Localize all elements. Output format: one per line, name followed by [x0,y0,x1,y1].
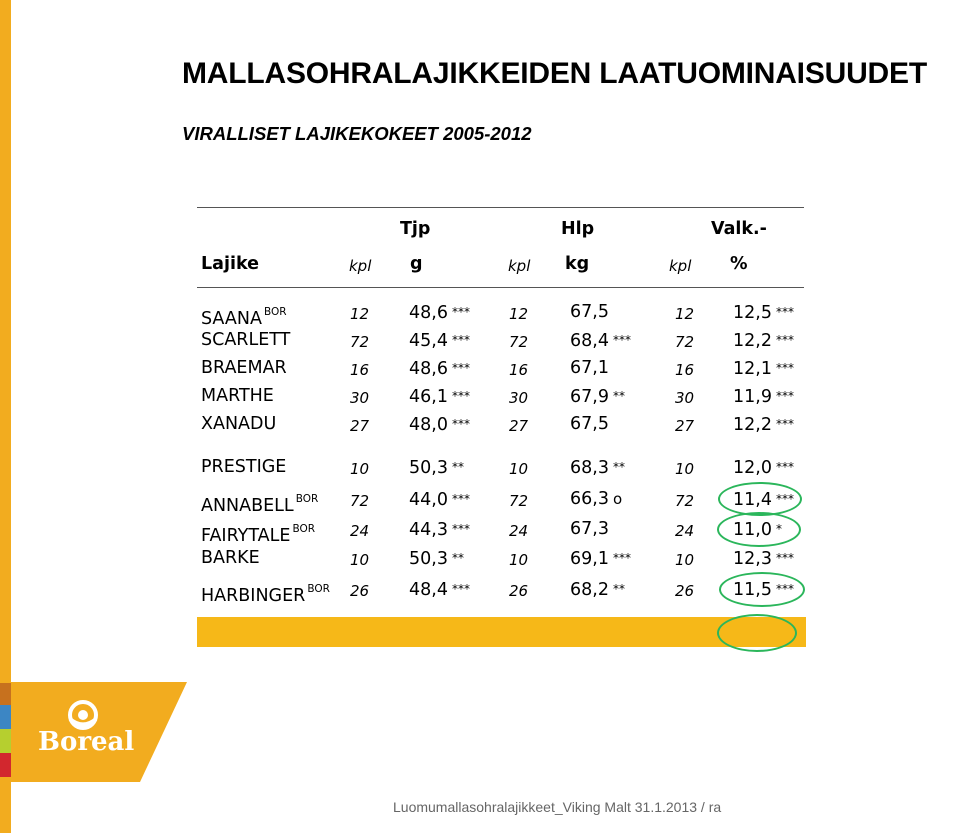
boreal-logo [0,682,190,782]
header-valk: Valk.- [711,219,767,239]
significance-marker: o [612,490,623,508]
count-valk: 16 [675,361,695,379]
value-tjp [409,302,470,323]
value-valk [733,302,794,323]
value-text: 12,3 [733,549,772,569]
count-valk: 10 [675,551,695,569]
significance-marker: *** [775,333,794,347]
value-text: 48,6 [409,359,448,379]
variety-name-text: XANADU [201,414,277,434]
value-text: 12,5 [733,303,772,323]
significance-marker: *** [451,492,470,506]
significance-marker: *** [451,582,470,596]
bor-marker: BOR [263,306,287,318]
value-text: 45,4 [409,331,448,351]
count-hlp: 30 [509,389,529,407]
variety-name-text: ANNABELL [201,496,294,516]
significance-marker: ** [612,460,625,474]
value-text: 67,9 [570,387,609,407]
variety-name [201,358,287,378]
value-text: 67,3 [570,519,609,539]
count-tjp: 24 [350,522,370,540]
value-text: 48,0 [409,415,448,435]
count-tjp: 72 [350,492,370,510]
count-hlp: 26 [509,582,529,600]
count-tjp: 10 [350,460,370,478]
value-hlp [570,358,609,378]
value-text: 11,5 [733,580,772,600]
value-text: 12,2 [733,415,772,435]
variety-name [201,457,286,477]
value-text: 67,5 [570,414,609,434]
value-valk [733,457,794,478]
value-text: 68,3 [570,458,609,478]
value-tjp [409,386,470,407]
value-text: 50,3 [409,549,448,569]
count-hlp: 24 [509,522,529,540]
highlight-circle-fairytale [717,512,801,547]
variety-name [201,519,315,546]
count-valk: 10 [675,460,695,478]
value-tjp [409,519,470,540]
page-subtitle: VIRALLISET LAJIKEKOKEET 2005-2012 [182,123,532,144]
count-hlp: 16 [509,361,529,379]
significance-marker: *** [451,522,470,536]
value-text: 48,6 [409,303,448,323]
variety-name [201,489,318,516]
variety-name [201,579,330,606]
count-valk: 72 [675,492,695,510]
value-text: 44,0 [409,490,448,510]
value-valk [733,330,794,351]
value-valk [733,358,794,379]
significance-marker: ** [451,460,464,474]
significance-marker: *** [612,333,631,347]
logo-text: Boreal [38,727,135,757]
value-text: 68,4 [570,331,609,351]
variety-name-text: HARBINGER [201,586,306,606]
count-tjp: 26 [350,582,370,600]
header-tjp: Tjp [400,219,431,239]
header-lajike: Lajike [201,254,259,274]
significance-marker: *** [451,305,470,319]
value-hlp [570,457,625,478]
value-tjp [409,489,470,510]
value-text: 67,5 [570,302,609,322]
value-text: 12,2 [733,331,772,351]
value-text: 44,3 [409,520,448,540]
count-hlp: 10 [509,460,529,478]
count-hlp: 12 [509,305,529,323]
count-valk: 72 [675,333,695,351]
value-hlp [570,548,631,569]
significance-marker: *** [775,460,794,474]
significance-marker: ** [451,551,464,565]
count-tjp: 72 [350,333,370,351]
value-hlp [570,386,625,407]
value-text: 11,9 [733,387,772,407]
variety-name [201,302,287,329]
value-tjp [409,414,470,435]
significance-marker: *** [775,389,794,403]
value-text: 12,0 [733,458,772,478]
value-hlp [570,579,625,600]
value-tjp [409,330,470,351]
count-tjp: 16 [350,361,370,379]
header-kg: kg [565,254,590,274]
count-tjp: 30 [350,389,370,407]
bor-marker: BOR [292,523,316,535]
count-tjp: 12 [350,305,370,323]
value-hlp [570,489,622,509]
significance-marker: * [775,522,782,536]
significance-marker: *** [775,492,794,506]
value-text: 46,1 [409,387,448,407]
highlight-circle-tipple [717,614,797,652]
significance-marker: ** [612,582,625,596]
value-hlp [570,414,609,434]
value-tjp [409,457,464,478]
value-text: 48,4 [409,580,448,600]
value-tjp [409,548,464,569]
count-valk: 24 [675,522,695,540]
value-text: 68,2 [570,580,609,600]
header-kpl: kpl [508,257,531,275]
count-valk: 27 [675,417,695,435]
bor-marker: BOR [295,493,319,505]
significance-marker: *** [451,333,470,347]
count-hlp: 10 [509,551,529,569]
count-valk: 12 [675,305,695,323]
count-tjp: 27 [350,417,370,435]
page-title: MALLASOHRALAJIKKEIDEN LAATUOMINAISUUDET [182,57,927,90]
value-text: 11,4 [733,490,772,510]
value-text: 66,3 [570,489,609,509]
highlight-row-background [197,617,806,647]
value-text: 12,1 [733,359,772,379]
significance-marker: *** [775,551,794,565]
variety-name-text: SCARLETT [201,330,291,350]
variety-name-text: BRAEMAR [201,358,287,378]
value-text: 69,1 [570,549,609,569]
variety-name [201,386,274,406]
header-hlp: Hlp [561,219,595,239]
significance-marker: *** [775,582,794,596]
value-valk [733,548,794,569]
variety-name-text: PRESTIGE [201,457,287,477]
value-hlp [570,330,631,351]
significance-marker: *** [775,417,794,431]
variety-name-text: FAIRYTALE [201,526,291,546]
count-valk: 30 [675,389,695,407]
significance-marker: ** [612,389,625,403]
significance-marker: *** [451,417,470,431]
count-tjp: 10 [350,551,370,569]
count-hlp: 72 [509,492,529,510]
variety-name [201,414,276,434]
value-valk [733,386,794,407]
footer-text: Luomumallasohralajikkeet_Viking Malt 31.1.2013 / ra [393,799,722,815]
variety-name [201,330,290,350]
value-text: 50,3 [409,458,448,478]
significance-marker: *** [451,389,470,403]
value-hlp [570,302,609,322]
header-percent: % [730,254,748,274]
bor-marker: BOR [307,583,330,595]
highlight-circle-harbinger [719,572,805,607]
highlight-circle-annabell [718,482,802,516]
significance-marker: *** [775,361,794,375]
variety-name-text: SAANA [201,309,262,329]
value-tjp [409,579,470,600]
significance-marker: *** [612,551,631,565]
header-g: g [410,254,423,274]
count-hlp: 27 [509,417,529,435]
variety-name [201,548,260,568]
value-text: 11,0 [733,520,772,540]
header-kpl: kpl [349,257,372,275]
count-valk: 26 [675,582,695,600]
count-hlp: 72 [509,333,529,351]
value-tjp [409,358,470,379]
variety-name-text: BARKE [201,548,260,568]
value-valk [733,414,794,435]
significance-marker: *** [451,361,470,375]
table-header-rule [197,287,804,288]
table-top-rule [197,207,804,208]
value-text: 67,1 [570,358,609,378]
variety-name-text: MARTHE [201,386,274,406]
header-kpl: kpl [669,257,692,275]
significance-marker: *** [775,305,794,319]
value-hlp [570,519,609,539]
